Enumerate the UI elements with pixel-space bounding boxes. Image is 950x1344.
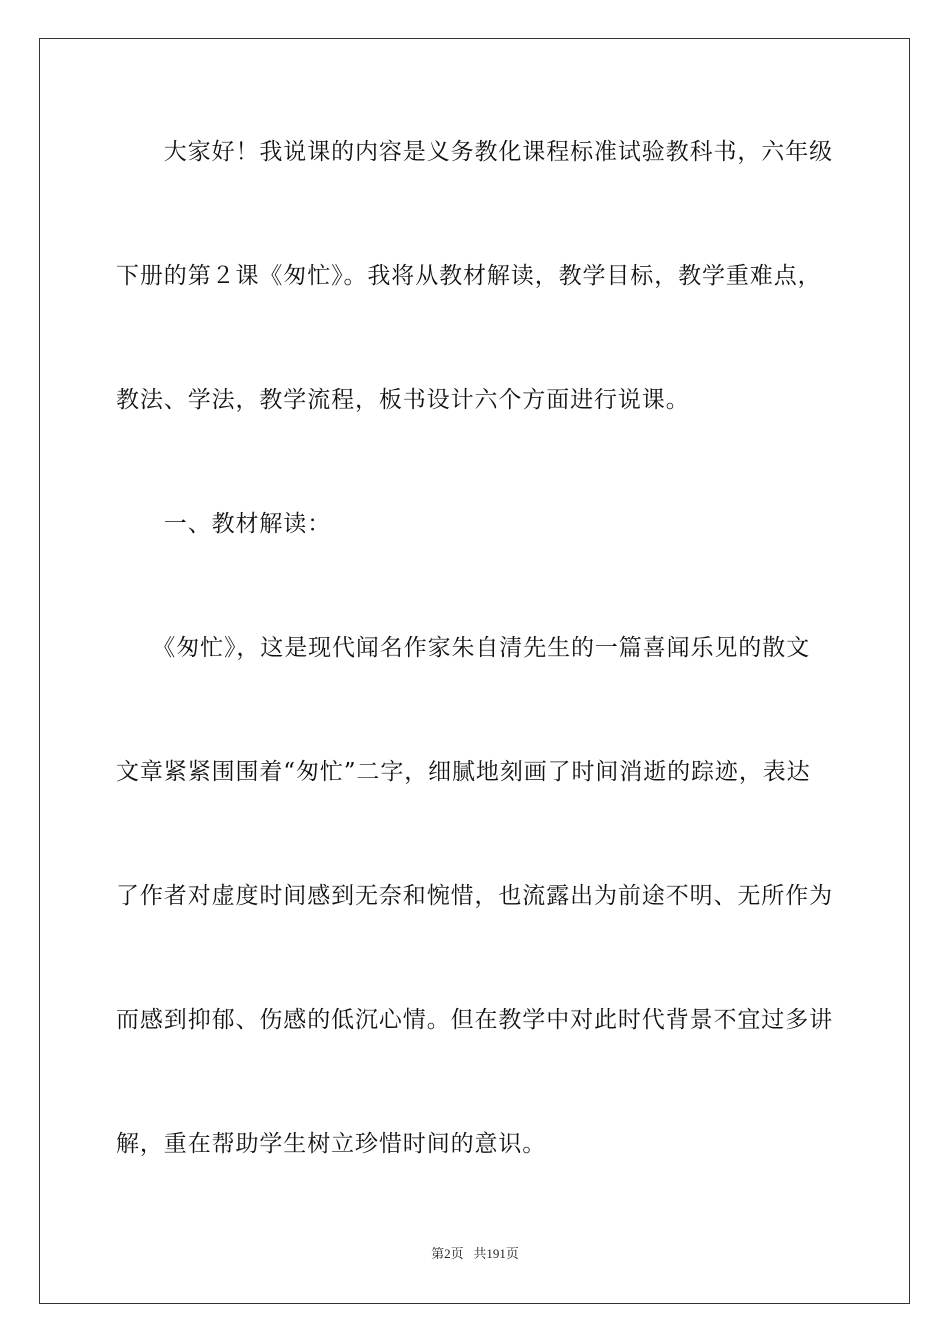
paragraph-line-6: 文章紧紧围围着“匆忙”二字，细腻地刻画了时间消逝的踪迹，表达 [116, 759, 811, 785]
paragraph-line-1: 大家好！我说课的内容是义务教化课程标准试验教科书，六年级 [116, 139, 833, 165]
page-total: 共191页 [473, 1246, 519, 1261]
section-heading: 一、教材解读： [116, 511, 332, 537]
paragraph-line-5: 《匆忙》，这是现代闻名作家朱自清先生的一篇喜闻乐见的散文 [116, 635, 810, 661]
page-border [39, 38, 910, 1304]
page-number: 第2页 [431, 1246, 464, 1261]
paragraph-line-7: 了作者对虚度时间感到无奈和惋惜，也流露出为前途不明、无所作为 [116, 883, 833, 909]
page-footer [0, 1245, 950, 1263]
paragraph-line-3: 教法、学法，教学流程，板书设计六个方面进行说课。 [116, 387, 690, 413]
paragraph-line-9: 解，重在帮助学生树立珍惜时间的意识。 [116, 1131, 547, 1157]
paragraph-line-2: 下册的第２课《匆忙》。我将从教材解读，教学目标，教学重难点， [116, 263, 822, 289]
paragraph-line-8: 而感到抑郁、伤感的低沉心情。但在教学中对此时代背景不宜过多讲 [116, 1007, 833, 1033]
